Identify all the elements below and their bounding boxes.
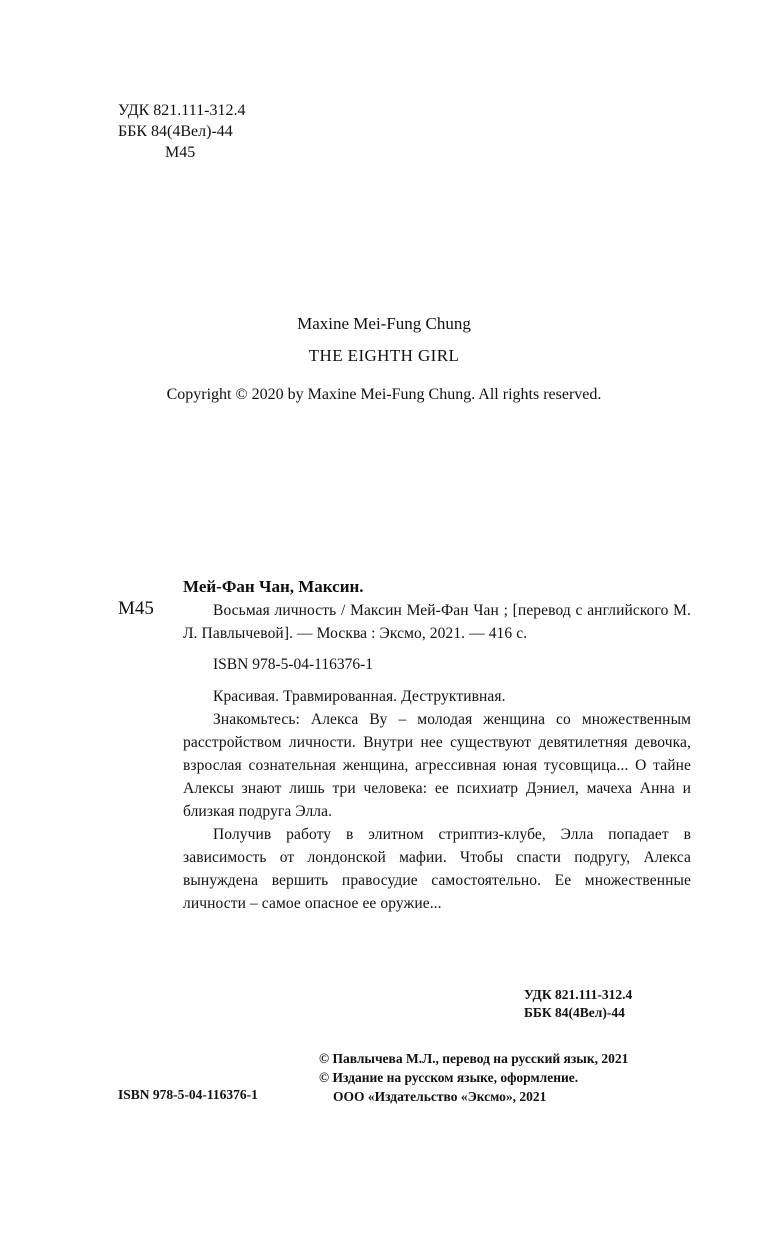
- bibliographic-record: [183, 577, 691, 915]
- copyright-edition: © Издание на русском языке, оформление.: [319, 1070, 579, 1085]
- side-author-mark: М45: [118, 598, 154, 619]
- footer-isbn: ISBN 978-5-04-116376-1: [118, 1087, 258, 1102]
- footer-classification: [524, 986, 632, 1022]
- original-author: Maxine Mei-Fung Chung: [297, 314, 471, 333]
- bbk-code: ББК 84(4Вел)-44: [118, 123, 233, 140]
- annotation: [183, 685, 691, 915]
- annotation-paragraph: Красивая. Травмированная. Деструктивная.: [213, 688, 506, 705]
- original-copyright: Copyright © 2020 by Maxine Mei-Fung Chung. All rights reserved.: [166, 386, 602, 403]
- annotation-paragraph: Знакомьтесь: Алекса Ву – молодая женщина со множественным расстройством личности. Внутри нее существуют девятилетняя девочка, взрослая сознательная женщина, агрессивная юная тусовщица... О тайне Алексы знают лишь три человека: ее психиатр Дэниел, мачеха Анна и близкая подруга Элла.: [183, 711, 691, 820]
- annotation-paragraph: Получив работу в элитном стриптиз-клубе, Элла попадает в зависимость от лондонской мафии. Чтобы спасти подругу, Алекса вынуждена вершить правосудие самостоятельно. Ее множественные личности – самое опасное ее оружие...: [183, 826, 691, 912]
- footer-udk: УДК 821.111-312.4: [524, 987, 633, 1002]
- original-title: THE EIGHTH GIRL: [308, 346, 460, 365]
- copyright-publisher: ООО «Издательство «Эксмо», 2021: [333, 1089, 547, 1104]
- footer-bbk: ББК 84(4Вел)-44: [524, 1005, 625, 1020]
- bibliographic-description: Восьмая личность / Максин Мей-Фан Чан ; [перевод с английского М. Л. Павлычевой]. — Москва : Эксмо, 2021. — 416 с.: [183, 602, 691, 642]
- isbn-line: ISBN 978-5-04-116376-1: [213, 656, 374, 673]
- bibliographic-heading: Мей-Фан Чан, Максин.: [183, 577, 364, 596]
- udk-code: УДК 821.111-312.4: [118, 102, 246, 119]
- classification-block: [118, 100, 245, 163]
- author-mark: М45: [165, 144, 196, 161]
- footer-copyright: [319, 1049, 628, 1106]
- copyright-translation: © Павлычева М.Л., перевод на русский язык, 2021: [319, 1051, 629, 1066]
